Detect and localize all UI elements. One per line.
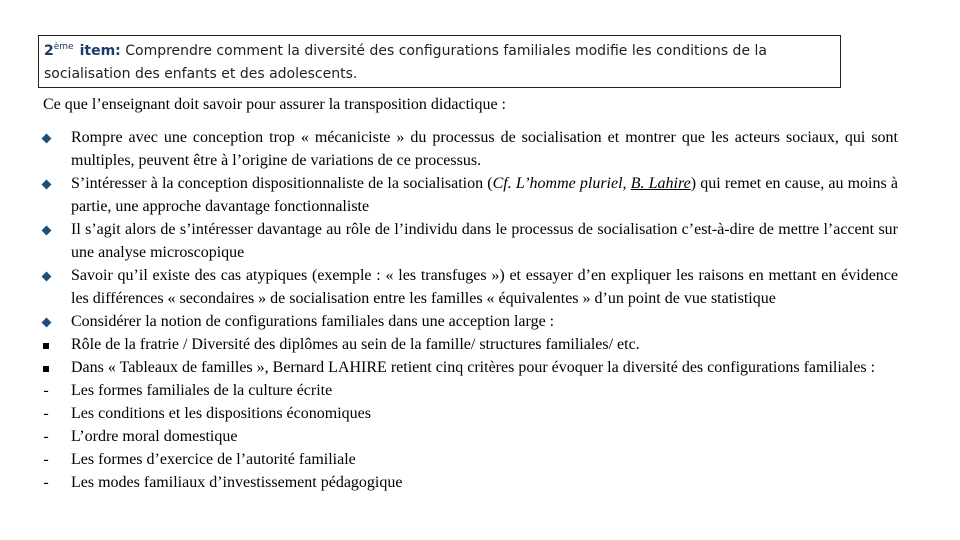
item-header-box [38, 35, 841, 88]
diamond-bullet-icon [40, 172, 52, 195]
item-superscript: ème [53, 42, 74, 52]
list-item: Rompre avec une conception trop « mécaniciste » du processus de socialisation et montrer que les acteurs sociaux, qui sont multiples, peuvent être à l’origine de variations de ce processus. [40, 126, 898, 172]
list-item: Il s’agit alors de s’intéresser davantage au rôle de l’individu dans le processus de socialisation c’est-à-dire de mettre l’accent sur une analyse microscopique [40, 218, 898, 264]
item-label: item: [79, 43, 121, 59]
list-item: Considérer la notion de configurations familiales dans une acception large : [40, 310, 898, 333]
sub-list-item: Dans « Tableaux de familles », Bernard LAHIRE retient cinq critères pour évoquer la diversité des configurations familiales : [40, 356, 898, 379]
book-reference: Cf. L’homme pluriel, [492, 175, 631, 192]
sub-list-item: Rôle de la fratrie / Diversité des diplômes au sein de la famille/ structures familiales/ etc. [40, 333, 898, 356]
item-title: Comprendre comment la diversité des configurations familiales modifie les conditions de la socialisation des enfants et des adolescents. [44, 43, 767, 82]
dash-bullet-icon: - [43, 474, 49, 491]
dash-bullet-icon: - [43, 451, 49, 468]
intro-text: Ce que l’enseignant doit savoir pour assurer la transposition didactique : [43, 96, 506, 113]
criteria-item: - Les formes d’exercice de l’autorité familiale [40, 448, 898, 471]
list-item: S’intéresser à la conception dispositionnaliste de la socialisation (Cf. L’homme pluriel, B. Lahire) qui remet en cause, au moins à partie, une approche davantage fonctionnaliste [40, 172, 898, 218]
criteria-item: - Les modes familiaux d’investissement pédagogique [40, 471, 898, 494]
criteria-item: - Les formes familiales de la culture écrite [40, 379, 898, 402]
diamond-bullet-icon [40, 126, 52, 149]
diamond-bullet-icon [40, 218, 52, 241]
criteria-item: - Les conditions et les dispositions économiques [40, 402, 898, 425]
criteria-item: - L’ordre moral domestique [40, 425, 898, 448]
content-list [40, 126, 898, 494]
dash-bullet-icon: - [43, 428, 49, 445]
item-number: 2 [44, 43, 54, 59]
square-bullet-icon [40, 356, 52, 379]
diamond-bullet-icon [40, 310, 52, 333]
square-bullet-icon [40, 333, 52, 356]
list-item: Savoir qu’il existe des cas atypiques (exemple : « les transfuges ») et essayer d’en expliquer les raisons en mettant en évidence les différences « secondaires » de socialisation entre les familles « équivalentes » d’un point de vue statistique [40, 264, 898, 310]
author-link[interactable]: B. Lahire [630, 175, 691, 192]
dash-bullet-icon: - [43, 382, 49, 399]
dash-bullet-icon: - [43, 405, 49, 422]
diamond-bullet-icon [40, 264, 52, 287]
